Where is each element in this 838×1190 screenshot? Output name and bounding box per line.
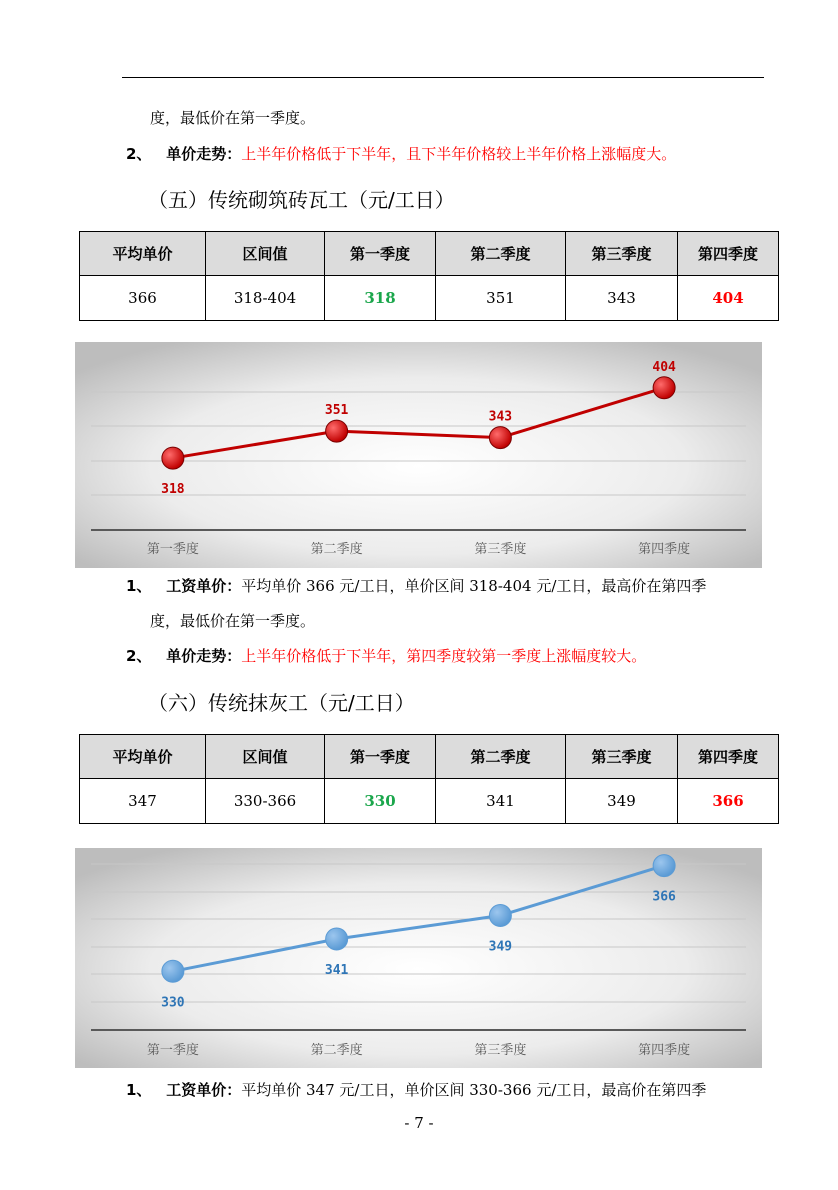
line-chart-1: [75, 342, 762, 568]
col-header: 第二季度: [436, 232, 566, 276]
data-point: [326, 420, 348, 442]
item-number: 1、: [126, 1081, 152, 1099]
page-number: - 7 -: [404, 1114, 434, 1132]
item-number: 2、: [126, 647, 152, 665]
item-label: 工资单价：: [166, 577, 242, 595]
section-heading: （六）传统抹灰工（元/工日）: [148, 691, 415, 715]
col-header: 第四季度: [678, 232, 779, 276]
data-label: 351: [324, 403, 349, 419]
col-header: 第四季度: [678, 735, 779, 779]
col-header: 第三季度: [566, 232, 678, 276]
cell-q1-lowest: 330: [325, 779, 436, 824]
data-label: 349: [488, 939, 513, 955]
cell-average: 366: [80, 276, 206, 321]
data-label: 330: [161, 995, 185, 1011]
item-label: 单价走势：: [166, 145, 242, 163]
data-label: 343: [488, 409, 513, 425]
cell-q2: 341: [436, 779, 566, 824]
item-text: 上半年价格低于下半年，第四季度较第一季度上涨幅度较大。: [241, 647, 647, 665]
item-number: 2、: [126, 145, 152, 163]
trend-paragraph: [126, 646, 646, 666]
data-point: [326, 928, 348, 950]
data-point: [162, 447, 184, 469]
col-header: 第二季度: [436, 735, 566, 779]
x-tick-label: 第三季度: [474, 542, 527, 557]
chart-svg: [75, 342, 762, 568]
cell-average: 347: [80, 779, 206, 824]
col-header: 第三季度: [566, 735, 678, 779]
line-chart-2: [75, 848, 762, 1068]
chart-svg: [75, 848, 762, 1068]
data-point: [653, 377, 675, 399]
header-rule: [122, 77, 764, 78]
x-tick-label: 第二季度: [310, 542, 363, 557]
col-header: 区间值: [206, 232, 325, 276]
data-label: 404: [652, 359, 676, 375]
item-number: 1、: [126, 577, 152, 595]
col-header: 平均单价: [80, 232, 206, 276]
x-tick-label: 第一季度: [146, 1043, 199, 1058]
col-header: 平均单价: [80, 735, 206, 779]
data-point: [162, 960, 184, 982]
cell-q3: 343: [566, 276, 678, 321]
data-label: 341: [324, 963, 349, 978]
item-text: 上半年价格低于下半年，且下半年价格较上半年价格上涨幅度大。: [241, 145, 677, 163]
cell-q4-highest: 404: [678, 276, 779, 321]
wage-paragraph: [126, 1080, 706, 1100]
cell-range: 330-366: [206, 779, 325, 824]
col-header: 第一季度: [325, 232, 436, 276]
wage-paragraph: [126, 576, 706, 596]
item-text: 平均单价 366 元/工日，单价区间 318-404 元/工日，最高价在第四季: [241, 577, 707, 595]
data-point: [489, 905, 511, 927]
col-header: 第一季度: [325, 735, 436, 779]
section-heading: （五）传统砌筑砖瓦工（元/工日）: [148, 188, 455, 212]
price-table: [79, 734, 779, 824]
x-tick-label: 第二季度: [310, 1043, 363, 1058]
continuation-text: 度，最低价在第一季度。: [150, 612, 316, 630]
trend-paragraph: [126, 144, 676, 164]
x-tick-label: 第四季度: [638, 542, 691, 557]
price-table: [79, 231, 779, 321]
data-label: 318: [161, 482, 185, 498]
col-header: 区间值: [206, 735, 325, 779]
item-text: 平均单价 347 元/工日，单价区间 330-366 元/工日，最高价在第四季: [241, 1081, 707, 1099]
data-point: [653, 855, 675, 877]
x-tick-label: 第四季度: [638, 1043, 691, 1058]
cell-q2: 351: [436, 276, 566, 321]
item-label: 工资单价：: [166, 1081, 242, 1099]
data-point: [489, 427, 511, 449]
item-label: 单价走势：: [166, 647, 242, 665]
continuation-text: 度，最低价在第一季度。: [150, 109, 316, 127]
x-tick-label: 第一季度: [146, 542, 199, 557]
data-label: 366: [652, 889, 676, 905]
cell-q4-highest: 366: [678, 779, 779, 824]
x-tick-label: 第三季度: [474, 1043, 527, 1058]
cell-q3: 349: [566, 779, 678, 824]
cell-range: 318-404: [206, 276, 325, 321]
chart-background: [75, 848, 762, 1068]
cell-q1-lowest: 318: [325, 276, 436, 321]
